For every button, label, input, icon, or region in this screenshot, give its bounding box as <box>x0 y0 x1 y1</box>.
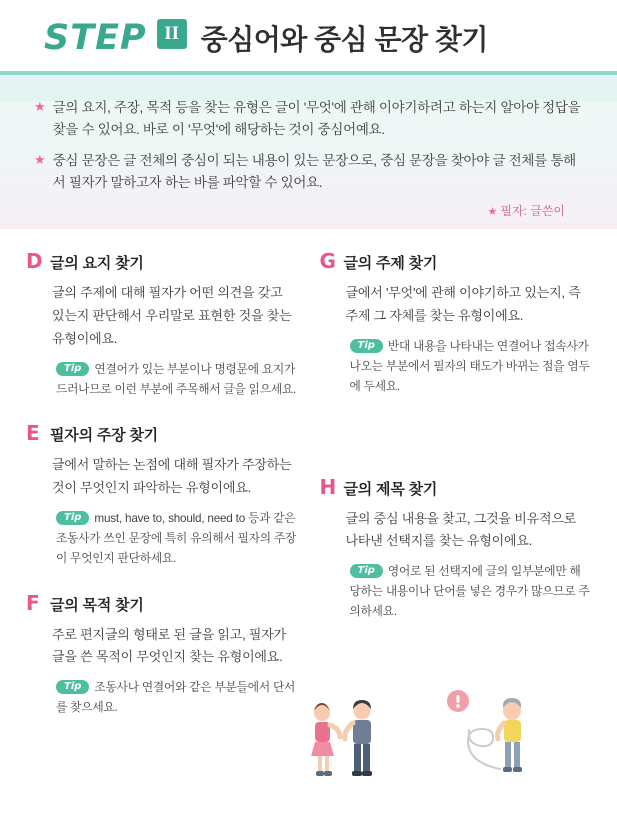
item-description: 글의 중심 내용을 찾고, 그것을 비유적으로 나타낸 선택지를 찾는 유형이에요. <box>345 510 577 549</box>
list-item <box>320 475 592 622</box>
item-letter: D <box>26 249 43 274</box>
item-letter: H <box>319 474 337 499</box>
step-number-badge: II <box>157 19 187 49</box>
item-title: 글의 목적 찾기 <box>50 596 144 614</box>
star-icon: ★ <box>34 99 46 114</box>
tip-text: 영어로 된 선택지에 글의 일부분에만 해당하는 내용이나 단어를 넣은 경우가 많으므로 주의하세요. <box>349 565 590 618</box>
tip-badge: Tip <box>56 362 89 376</box>
list-item <box>26 249 298 399</box>
page-title: 중심어와 중심 문장 찾기 <box>200 23 488 55</box>
item-letter: E <box>26 421 40 446</box>
item-header <box>26 421 298 445</box>
item-title: 글의 요지 찾기 <box>50 255 144 273</box>
tip-badge: Tip <box>350 564 383 578</box>
item-letter: G <box>319 249 336 274</box>
item-description: 주로 편지글의 형태로 된 글을 읽고, 필자가 글을 쓴 목적이 무엇인지 찾는 유형이에요. <box>52 626 286 665</box>
tip-text: 연결어가 있는 부분이나 명령문에 요지가 드러나므로 이런 부분에 주목해서 글을 읽으세요. <box>56 362 297 396</box>
item-header <box>26 249 298 273</box>
intro-bullet <box>34 97 583 141</box>
item-tip <box>346 562 592 622</box>
item-tip <box>52 678 298 718</box>
item-tip <box>52 360 298 400</box>
tip-badge: Tip <box>56 511 89 525</box>
item-description: 글에서 말하는 논점에 대해 필자가 주장하는 것이 무엇인지 파악하는 유형이에요. <box>52 457 292 496</box>
column-right <box>320 249 592 739</box>
item-title: 글의 제목 찾기 <box>343 480 438 498</box>
star-icon: ★ <box>487 206 498 219</box>
item-body <box>320 508 592 622</box>
item-description: 글의 주제에 대해 필자가 어떤 의견을 갖고 있는지 판단해서 우리말로 표현한 것을 찾는 유형이에요. <box>52 285 292 346</box>
intro-footnote <box>34 202 583 219</box>
item-tip <box>52 509 298 569</box>
column-left <box>26 249 298 739</box>
item-header <box>320 475 592 499</box>
intro-panel <box>0 75 617 229</box>
star-icon: ★ <box>34 151 46 167</box>
intro-bullet-text: 글의 요지, 주장, 목적 등을 찾는 유형은 글이 '무엇'에 관해 이야기하려고 하는지 알아야 정답을 찾을 수 있어요. 바로 이 '무엇'에 해당하는 것이 중심어예요. <box>52 100 581 137</box>
tip-badge: Tip <box>350 339 383 353</box>
step-word: STEP <box>44 17 147 58</box>
item-title: 글의 주제 찾기 <box>343 255 438 273</box>
intro-bullet-text: 중심 문장은 글 전체의 중심이 되는 내용이 있는 문장으로, 중심 문장을 찾아야 글 전체를 통해서 필자가 말하고자 하는 바를 파악할 수 있어요. <box>52 152 576 190</box>
list-item <box>26 421 298 568</box>
content-area <box>0 229 617 815</box>
tip-text: must, have to, should, need to 등과 같은 조동사가 쓰인 문장에 특히 유의해서 필자의 주장이 무엇인지 판단하세요. <box>56 511 297 565</box>
list-item <box>26 591 298 718</box>
item-header <box>26 591 298 615</box>
tip-text: 조동사나 연결어와 같은 부분들에서 단서를 찾으세요. <box>56 681 296 715</box>
intro-footnote-text: 필자: 글쓴이 <box>500 204 565 219</box>
intro-bullet <box>34 150 583 194</box>
item-tip <box>346 337 592 397</box>
page-header <box>0 0 617 75</box>
item-header <box>320 249 592 273</box>
list-item <box>320 249 592 396</box>
item-body <box>26 624 298 718</box>
item-letter: F <box>26 590 40 615</box>
tip-text: 반대 내용을 나타내는 연결어나 접속사가 나오는 부분에서 필자의 태도가 바뀌는 점을 염두에 두세요. <box>349 339 590 393</box>
item-description: 글에서 '무엇'에 관해 이야기하고 있는지, 즉 주제 그 자체를 찾는 유형이에요. <box>345 285 581 324</box>
tip-badge: Tip <box>56 680 89 694</box>
item-title: 필자의 주장 찾기 <box>50 427 158 445</box>
item-body <box>26 454 298 568</box>
item-body <box>26 282 298 399</box>
item-body <box>320 282 592 396</box>
